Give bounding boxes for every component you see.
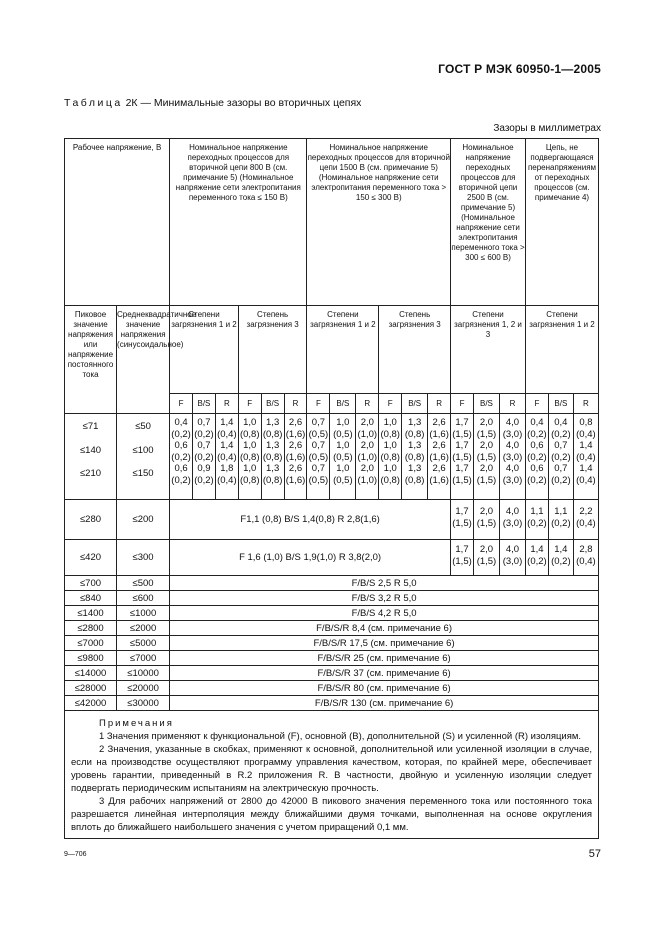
- value-cell: 2,0 (1,5) 2,0 (1,5) 2,0 (1,5): [473, 414, 499, 500]
- peak-cell: ≤2800: [65, 621, 117, 636]
- value-cell: 2,0 (1,5): [473, 500, 499, 540]
- value-cell: 1,3 (0,8) 1,3 (0,8) 1,3 (0,8): [402, 414, 428, 500]
- header-r: R: [356, 394, 379, 414]
- header-bs: B/S: [473, 394, 499, 414]
- peak-cell: ≤7000: [65, 636, 117, 651]
- peak-cell: ≤1400: [65, 606, 117, 621]
- table-row: [65, 500, 599, 540]
- table-row: [65, 666, 599, 681]
- rms-cell: ≤10000: [117, 666, 170, 681]
- value-cell: 1,1 (0,2): [548, 500, 573, 540]
- rms-cell: ≤5000: [117, 636, 170, 651]
- page-number: 57: [588, 848, 601, 860]
- table-caption: Таблица 2К — Минимальные зазоры во вторичных цепях: [64, 97, 362, 109]
- merged-value-cell: F/B/S 2,5 R 5,0: [170, 576, 599, 591]
- header-bs: B/S: [548, 394, 573, 414]
- header-working-voltage: Рабочее напряжение, В: [65, 139, 170, 306]
- merged-value-cell: F 1,6 (1,0) B/S 1,9(1,0) R 3,8(2,0): [170, 540, 451, 576]
- value-cell: 1,0 (0,5) 1,0 (0,5) 1,0 (0,5): [330, 414, 356, 500]
- peak-cell: ≤9800: [65, 651, 117, 666]
- peak-cell: ≤28000: [65, 681, 117, 696]
- value-cell: 1,7 (1,5): [451, 500, 474, 540]
- peak-cell: ≤42000: [65, 696, 117, 711]
- peak-cell: ≤71 ≤140 ≤210: [65, 414, 117, 500]
- merged-value-cell: F1,1 (0,8) B/S 1,4(0,8) R 2,8(1,6): [170, 500, 451, 540]
- header-bs: B/S: [261, 394, 284, 414]
- peak-cell: ≤700: [65, 576, 117, 591]
- value-cell: 1,7 (1,5): [451, 540, 474, 576]
- value-cell: 2,8 (0,4): [573, 540, 598, 576]
- value-cell: 0,7 (0,5) 0,7 (0,5) 0,7 (0,5): [307, 414, 330, 500]
- merged-value-cell: F/B/S 3,2 R 5,0: [170, 591, 599, 606]
- value-cell: 1,3 (0,8) 1,3 (0,8) 1,3 (0,8): [261, 414, 284, 500]
- value-cell: 0,4 (0,2) 0,7 (0,2) 0,7 (0,2): [548, 414, 573, 500]
- value-cell: 1,7 (1,5) 1,7 (1,5) 1,7 (1,5): [451, 414, 474, 500]
- header-group-800v: Номинальное напряжение переходных процессов для вторичной цепи 800 В (см. примечание 5) (Номинальное напряжение сети электропитания переменного тока ≤ 150 В): [170, 139, 307, 306]
- header-f: F: [307, 394, 330, 414]
- value-cell: 0,4 (0,2) 0,6 (0,2) 0,6 (0,2): [525, 414, 548, 500]
- note-2: 2 Значения, указанные в скобках, применяют к основной, дополнительной или усиленной изоляции в случае, если на производстве осуществляют программу управления качеством, которая, по крайней мере, обеспечивает уровень гарантии, приведенный в R.2 приложения R. В частности, двойную и усиленную изоляции следует подвергать периодическим испытаниям на электрическую прочность.: [71, 744, 592, 794]
- peak-cell: ≤420: [65, 540, 117, 576]
- table-row: [65, 591, 599, 606]
- rms-cell: ≤1000: [117, 606, 170, 621]
- value-cell: 2,2 (0,4): [573, 500, 598, 540]
- footer-code: 9—706: [64, 851, 87, 858]
- header-pd-1-2: Степени загрязнения 1 и 2: [307, 306, 379, 394]
- header-group-no-transient: Цепь, не подвергающаяся перенапряжениям от переходных процессов (см. примечание 4): [525, 139, 598, 306]
- header-pd-1-2-3: Степени загрязнения 1, 2 и 3: [451, 306, 526, 394]
- peak-cell: ≤280: [65, 500, 117, 540]
- value-cell: 2,0 (1,0) 2,0 (1,0) 2,0 (1,0): [356, 414, 379, 500]
- header-f: F: [379, 394, 402, 414]
- value-cell: 2,6 (1,6) 2,6 (1,6) 2,6 (1,6): [428, 414, 451, 500]
- table-row: [65, 606, 599, 621]
- units-note: Зазоры в миллиметрах: [493, 123, 601, 134]
- value-cell: 4,0 (3,0): [499, 540, 525, 576]
- value-cell: 2,6 (1,6) 2,6 (1,6) 2,6 (1,6): [284, 414, 307, 500]
- header-f: F: [238, 394, 261, 414]
- rms-cell: ≤300: [117, 540, 170, 576]
- header-bs: B/S: [193, 394, 216, 414]
- header-rms: Среднеквадратичное значение напряжения (синусоидальное): [117, 306, 170, 414]
- table-row: [65, 696, 599, 711]
- value-cell: 0,7 (0,2) 0,7 (0,2) 0,9 (0,2): [193, 414, 216, 500]
- clearance-table: [64, 138, 599, 838]
- table-row: [65, 540, 599, 576]
- header-pd-3: Степень загрязнения 3: [238, 306, 307, 394]
- merged-value-cell: F/B/S/R 8,4 (см. примечание 6): [170, 621, 599, 636]
- header-pd-1-2: Степени загрязнения 1 и 2: [170, 306, 239, 394]
- table-row: [65, 621, 599, 636]
- rms-cell: ≤600: [117, 591, 170, 606]
- note-3: 3 Для рабочих напряжений от 2800 до 42000 В пикового значения переменного тока или постоянного тока разрешается линейная интерполяция между ближайшими двумя точками, выполненная на основе округления вплоть до ближайшего наибольшего значения с учетом приращений 0,1 мм.: [71, 796, 592, 833]
- header-group-1500v: Номинальное напряжение переходных процессов для вторичной цепи 1500 В (см. примечание 5) (Номинальное напряжение сети электропитания переменного тока > 150 ≤ 300 В): [307, 139, 451, 306]
- table-row: [65, 681, 599, 696]
- document-header: ГОСТ Р МЭК 60950-1—2005: [438, 62, 601, 76]
- rms-cell: ≤20000: [117, 681, 170, 696]
- table-row: [65, 414, 599, 500]
- value-cell: 1,4 (0,4) 1,4 (0,4) 1,8 (0,4): [215, 414, 238, 500]
- header-r: R: [499, 394, 525, 414]
- table-row: [65, 636, 599, 651]
- value-cell: 1,1 (0,2): [525, 500, 548, 540]
- header-pd-3: Степень загрязнения 3: [379, 306, 451, 394]
- value-cell: 1,4 (0,2): [525, 540, 548, 576]
- table-row: [65, 576, 599, 591]
- merged-value-cell: F/B/S/R 37 (см. примечание 6): [170, 666, 599, 681]
- merged-value-cell: F/B/S/R 80 (см. примечание 6): [170, 681, 599, 696]
- table-row: [65, 651, 599, 666]
- header-f: F: [451, 394, 474, 414]
- header-group-2500v: Номинальное напряжение переходных процессов для вторичной цепи 2500 В (см. примечание 5) (Номинальное напряжение сети электропитания переменного тока > 300 ≤ 600 В): [451, 139, 526, 306]
- notes-title: Примечания: [99, 718, 174, 729]
- notes-block: [65, 711, 599, 839]
- rms-cell: ≤500: [117, 576, 170, 591]
- header-r: R: [215, 394, 238, 414]
- header-f: F: [525, 394, 548, 414]
- rms-cell: ≤2000: [117, 621, 170, 636]
- note-1: 1 Значения применяют к функциональной (F), основной (B), дополнительной (S) и усиленной (R) изоляциям.: [99, 731, 582, 742]
- value-cell: 4,0 (3,0) 4,0 (3,0) 4,0 (3,0): [499, 414, 525, 500]
- rms-cell: ≤200: [117, 500, 170, 540]
- value-cell: 2,0 (1,5): [473, 540, 499, 576]
- header-pd-1-2: Степени загрязнения 1 и 2: [525, 306, 598, 394]
- value-cell: 0,4 (0,2) 0,6 (0,2) 0,6 (0,2): [170, 414, 193, 500]
- value-cell: 1,0 (0,8) 1,0 (0,8) 1,0 (0,8): [379, 414, 402, 500]
- value-cell: 1,4 (0,2): [548, 540, 573, 576]
- merged-value-cell: F/B/S/R 130 (см. примечание 6): [170, 696, 599, 711]
- peak-cell: ≤14000: [65, 666, 117, 681]
- header-f: F: [170, 394, 193, 414]
- header-r: R: [284, 394, 307, 414]
- rms-cell: ≤30000: [117, 696, 170, 711]
- merged-value-cell: F/B/S/R 25 (см. примечание 6): [170, 651, 599, 666]
- header-bs: B/S: [330, 394, 356, 414]
- peak-cell: ≤840: [65, 591, 117, 606]
- header-r: R: [428, 394, 451, 414]
- header-bs: B/S: [402, 394, 428, 414]
- rms-cell: ≤50 ≤100 ≤150: [117, 414, 170, 500]
- rms-cell: ≤7000: [117, 651, 170, 666]
- header-peak: Пиковое значение напряжения или напряжение постоянного тока: [65, 306, 117, 414]
- header-r: R: [573, 394, 598, 414]
- merged-value-cell: F/B/S/R 17,5 (см. примечание 6): [170, 636, 599, 651]
- value-cell: 4,0 (3,0): [499, 500, 525, 540]
- merged-value-cell: F/B/S 4,2 R 5,0: [170, 606, 599, 621]
- value-cell: 1,0 (0,8) 1,0 (0,8) 1,0 (0,8): [238, 414, 261, 500]
- value-cell: 0,8 (0,4) 1,4 (0,4) 1,4 (0,4): [573, 414, 598, 500]
